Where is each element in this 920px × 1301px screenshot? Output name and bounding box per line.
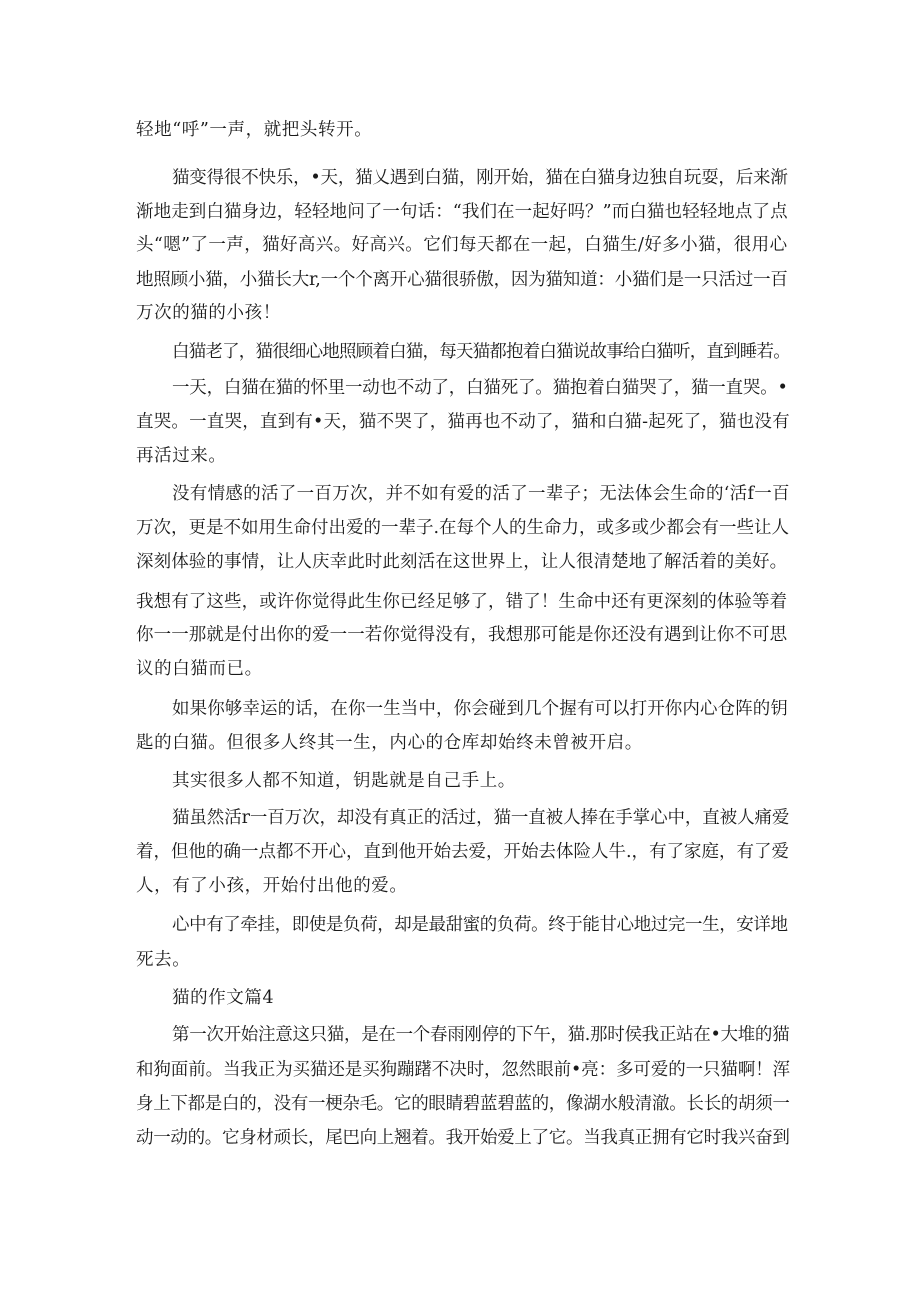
text-line: 地照顾小猫，小猫长大r,一个个离开心猫很骄傲，因为猫知道：小猫们是一只活过一百 [136,270,788,290]
paragraph-first-line: 一天，白猫在猫的怀里一动也不动了，白猫死了。猫抱着白猫哭了，猫一直哭。• [172,378,788,398]
text-line: 万次的猫的小孩！ [136,303,281,323]
text-line: 再活过来。 [136,446,227,466]
text-line: 深刻体验的事情，让人庆幸此时此刻活在这世界上，让人很清楚地了解活着的美好。 [136,552,788,572]
text-line: 身上下都是白的，没有一梗杂毛。它的眼睛碧蓝碧蓝的，像湖水般清澈。长长的胡须一 [136,1094,790,1114]
paragraph-first-line: 第一次开始注意这只猫，是在一个春雨刚停的下午，猫.那时侯我正站在•大堆的猫 [172,1025,790,1045]
paragraph-first-line: 没有情感的活了一百万次，并不如有爱的活了一辈子；无法体会生命的‘活f一百 [172,484,790,504]
text-line: 着，但他的确一点都不开心，直到他开始去爱，开始去体险人牛.，有了家庭，有了爱 [136,842,790,862]
text-line: 万次，更是不如用生命付出爱的一辈子.在每个人的生命力，或多或少都会有一些让人 [136,518,790,538]
text-line: 议的白猫而已。 [136,659,263,679]
section-heading: 猫的作文篇4 [172,988,275,1008]
text-line: 我想有了这些，或许你觉得此生你已经足够了，错了！生命中还有更深刻的体验等着 [136,592,788,612]
paragraph-first-line: 如果你够幸运的话，在你一生当中，你会碰到几个握有可以打开你内心仓阵的钥 [172,699,788,719]
text-line: 直哭。一直哭，直到有•天，猫不哭了，猫再也不动了，猫和白猫-起死了，猫也没有 [136,412,790,432]
text-line: 动一动的。它身材顽长，尾巴向上翘着。我开始爱上了它。当我真正拥有它时我兴奋到 [136,1128,790,1148]
paragraph-first-line: 其实很多人都不知道，钥匙就是自己手上。 [172,771,516,791]
text-line: 渐地走到白猫身边，轻轻地问了一句话：“我们在一起好吗？”而白猫也轻轻地点了点 [136,202,788,222]
text-line: 你一一那就是付出你的爱一一若你觉得没有，我想那可能是你还没有遇到让你不可思 [136,625,788,645]
text-line: 死去。 [136,950,191,970]
paragraph-first-line: 猫虽然活r一百万次，却没有真正的活过，猫一直被人捧在手掌心中，直被人痛爱 [172,808,790,828]
paragraph-first-line: 心中有了牵挂，即使是负荷，却是最甜蜜的负荷。终于能甘心地过完一生，安详地 [172,915,788,935]
text-line: 人，有了小孩，开始付出他的爱。 [136,876,408,896]
paragraph-first-line: 猫变得很不快乐，•天，猫乂遇到白猫，刚开始，猫在白猫身边独自玩耍，后来渐 [172,168,788,188]
text-line: 匙的白猫。但很多人终其一生，内心的仓库却始终未曾被开启。 [136,733,643,753]
text-line: 和狗面前。当我正为买猫还是买狗蹦躇不决时，忽然眼前•亮：多可爱的一只猫啊！浑 [136,1060,791,1080]
text-line: 头“嗯”了一声，猫好高兴。好高兴。它们每天都在一起，白猫生/好多小猫，很用心 [136,235,788,255]
text-line: 轻地“呼”一声，就把头转开。 [136,120,373,140]
paragraph-first-line: 白猫老了，猫很细心地照顾着白猫，每天猫都抱着白猫说故事给白猫听，直到睡若。 [172,342,790,362]
